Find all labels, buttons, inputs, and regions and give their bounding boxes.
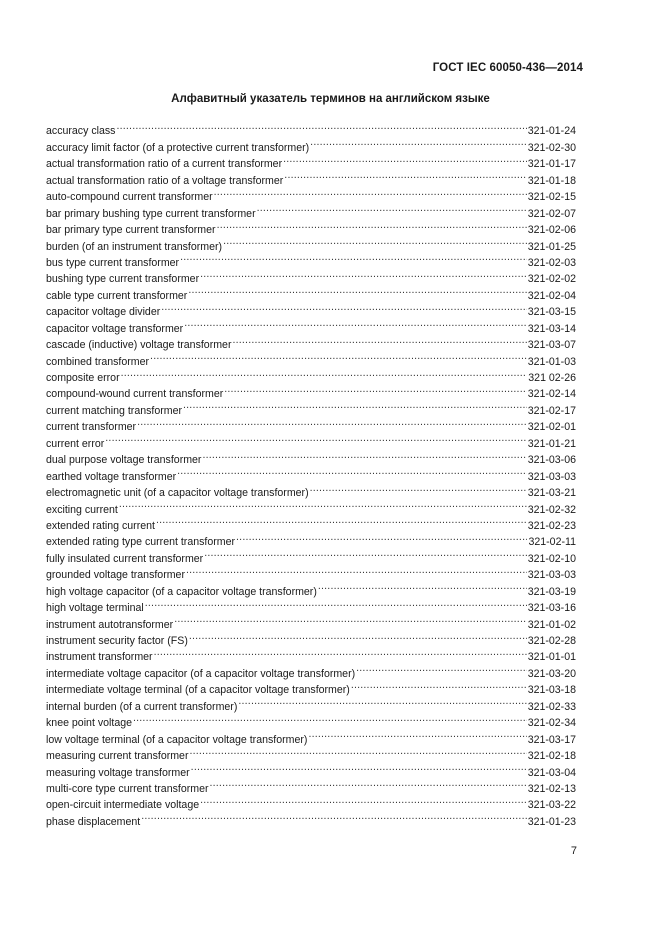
entry-reference: 321-03-19 bbox=[527, 585, 576, 598]
dot-leader bbox=[180, 250, 527, 266]
standard-header: ГОСТ IEC 60050-436—2014 bbox=[432, 62, 583, 74]
dot-leader bbox=[224, 381, 526, 397]
dot-leader bbox=[236, 529, 527, 545]
entry-term: capacitor voltage transformer bbox=[46, 322, 184, 335]
dot-leader bbox=[161, 299, 526, 315]
entry-reference: 321-02-10 bbox=[527, 552, 576, 565]
entry-reference: 321-03-04 bbox=[527, 766, 576, 779]
dot-leader bbox=[150, 348, 527, 364]
dot-leader bbox=[217, 217, 527, 233]
dot-leader bbox=[174, 611, 527, 627]
entry-term: high voltage capacitor (of a capacitor voltage transformer) bbox=[46, 585, 317, 598]
entry-reference: 321-03-18 bbox=[527, 684, 576, 697]
entry-reference: 321-03-14 bbox=[527, 322, 576, 335]
entry-term: bar primary type current transformer bbox=[46, 224, 216, 237]
dot-leader bbox=[189, 743, 526, 759]
entry-reference: 321-02-28 bbox=[527, 635, 576, 647]
entry-reference: 321-03-22 bbox=[527, 799, 576, 812]
index-entry bbox=[46, 496, 576, 516]
entry-term: compound-wound current transformer bbox=[46, 388, 224, 401]
dot-leader bbox=[191, 759, 527, 775]
entry-term: knee point voltage bbox=[46, 717, 132, 730]
entry-term: bar primary bushing type current transformer bbox=[46, 207, 256, 220]
entry-term: current matching transformer bbox=[46, 404, 183, 417]
entry-reference: 321-01-21 bbox=[527, 437, 576, 450]
dot-leader bbox=[177, 463, 527, 479]
entry-reference: 321-02-14 bbox=[527, 388, 576, 401]
entry-term: intermediate voltage terminal (of a capacitor voltage transformer) bbox=[46, 684, 350, 697]
entry-term: low voltage terminal (of a capacitor voltage transformer) bbox=[46, 733, 308, 746]
dot-leader bbox=[145, 595, 527, 611]
entry-reference: 321-02-18 bbox=[527, 750, 576, 763]
index-entry bbox=[46, 381, 576, 401]
index-title: Алфавитный указатель терминов на английском языке bbox=[171, 93, 490, 105]
entry-reference: 321-02-23 bbox=[527, 519, 576, 532]
entry-reference: 321-02-04 bbox=[527, 289, 576, 302]
entry-term: instrument transformer bbox=[46, 651, 153, 664]
dot-leader bbox=[154, 644, 527, 660]
index-entry bbox=[46, 447, 576, 467]
index-entry bbox=[46, 118, 576, 138]
entry-reference: 321-01-03 bbox=[527, 355, 576, 368]
entry-term: measuring voltage transformer bbox=[46, 766, 190, 779]
dot-leader bbox=[210, 776, 527, 792]
dot-leader bbox=[183, 397, 527, 413]
entry-reference: 321-03-03 bbox=[527, 470, 576, 483]
dot-leader bbox=[133, 710, 527, 726]
dot-leader bbox=[284, 167, 526, 183]
index-entry bbox=[46, 430, 576, 450]
entry-term: combined transformer bbox=[46, 355, 150, 368]
index-entry bbox=[46, 365, 576, 384]
entry-term: intermediate voltage capacitor (of a capacitor voltage transformer) bbox=[46, 667, 356, 680]
dot-leader bbox=[202, 447, 526, 463]
dot-leader bbox=[232, 332, 526, 348]
dot-leader bbox=[356, 660, 527, 676]
entry-term: composite error bbox=[46, 372, 120, 384]
entry-reference: 321-01-17 bbox=[527, 158, 576, 171]
entry-reference: 321-03-16 bbox=[527, 602, 576, 615]
dot-leader bbox=[308, 726, 526, 742]
entry-reference: 321-02-15 bbox=[527, 191, 576, 204]
entry-term: dual purpose voltage transformer bbox=[46, 454, 202, 467]
entry-reference: 321-02-06 bbox=[527, 224, 576, 237]
entry-reference: 321 02-26 bbox=[528, 372, 576, 384]
entry-reference: 321-01-18 bbox=[527, 174, 576, 187]
entry-term: accuracy class bbox=[46, 125, 116, 138]
dot-leader bbox=[119, 496, 527, 512]
entry-reference: 321-03-15 bbox=[527, 306, 576, 319]
entry-term: multi-core type current transformer bbox=[46, 782, 209, 795]
entry-term: extended rating type current transformer bbox=[46, 536, 236, 549]
entry-reference: 321-02-30 bbox=[527, 141, 576, 154]
entry-reference: 321-01-01 bbox=[527, 651, 576, 664]
entry-term: earthed voltage transformer bbox=[46, 470, 177, 483]
entry-term: extended rating current bbox=[46, 519, 155, 532]
entry-reference: 321-03-03 bbox=[527, 569, 576, 582]
entry-reference: 321-02-33 bbox=[527, 700, 576, 713]
entry-term: cascade (inductive) voltage transformer bbox=[46, 339, 232, 352]
dot-leader bbox=[214, 184, 527, 200]
index-entry bbox=[46, 513, 576, 532]
entry-reference: 321-03-17 bbox=[527, 733, 576, 746]
dot-leader bbox=[116, 118, 526, 134]
dot-leader bbox=[141, 808, 526, 824]
entry-reference: 321-02-13 bbox=[527, 782, 576, 795]
term-index bbox=[46, 118, 576, 828]
entry-term: exciting current bbox=[46, 503, 118, 516]
entry-reference: 321-02-32 bbox=[527, 503, 576, 516]
entry-reference: 321-01-23 bbox=[527, 815, 576, 828]
index-entry bbox=[46, 134, 576, 154]
dot-leader bbox=[137, 414, 527, 430]
entry-reference: 321-02-01 bbox=[527, 421, 576, 434]
entry-reference: 321-03-07 bbox=[527, 339, 576, 352]
entry-term: actual transformation ratio of a current transformer bbox=[46, 158, 283, 171]
entry-term: high voltage terminal bbox=[46, 602, 144, 615]
dot-leader bbox=[238, 693, 526, 709]
entry-term: grounded voltage transformer bbox=[46, 569, 185, 582]
entry-reference: 321-02-11 bbox=[528, 536, 576, 549]
entry-reference: 321-01-24 bbox=[527, 125, 576, 138]
entry-term: electromagnetic unit (of a capacitor voltage transformer) bbox=[46, 487, 309, 500]
entry-term: current error bbox=[46, 437, 105, 450]
entry-reference: 321-02-02 bbox=[527, 273, 576, 286]
dot-leader bbox=[200, 266, 527, 282]
entry-reference: 321-02-17 bbox=[527, 404, 576, 417]
entry-term: internal burden (of a current transformer) bbox=[46, 700, 238, 713]
entry-term: auto-compound current transformer bbox=[46, 191, 213, 204]
entry-term: measuring current transformer bbox=[46, 750, 189, 763]
entry-reference: 321-02-34 bbox=[527, 717, 576, 730]
entry-reference: 321-01-25 bbox=[527, 240, 576, 253]
dot-leader bbox=[200, 792, 527, 808]
entry-term: cable type current transformer bbox=[46, 289, 188, 302]
dot-leader bbox=[310, 480, 527, 496]
dot-leader bbox=[351, 677, 527, 693]
entry-reference: 321-01-02 bbox=[527, 618, 576, 631]
entry-term: instrument autotransformer bbox=[46, 618, 174, 631]
dot-leader bbox=[223, 233, 527, 249]
entry-reference: 321-02-07 bbox=[527, 207, 576, 220]
entry-term: actual transformation ratio of a voltage transformer bbox=[46, 174, 284, 187]
entry-term: current transformer bbox=[46, 421, 137, 434]
entry-term: capacitor voltage divider bbox=[46, 306, 161, 319]
dot-leader bbox=[204, 545, 526, 561]
entry-term: burden (of an instrument transformer) bbox=[46, 240, 223, 253]
page-number: 7 bbox=[570, 845, 577, 857]
dot-leader bbox=[257, 200, 527, 216]
dot-leader bbox=[156, 513, 527, 529]
dot-leader bbox=[310, 134, 527, 150]
entry-term: accuracy limit factor (of a protective current transformer) bbox=[46, 141, 310, 154]
entry-reference: 321-03-06 bbox=[527, 454, 576, 467]
dot-leader bbox=[121, 365, 528, 381]
entry-term: phase displacement bbox=[46, 815, 141, 828]
dot-leader bbox=[188, 282, 526, 298]
entry-term: bus type current transformer bbox=[46, 256, 180, 269]
dot-leader bbox=[184, 315, 526, 331]
dot-leader bbox=[189, 628, 527, 644]
entry-term: instrument security factor (FS) bbox=[46, 635, 188, 647]
dot-leader bbox=[318, 578, 527, 594]
dot-leader bbox=[105, 430, 526, 446]
dot-leader bbox=[186, 562, 527, 578]
entry-term: open-circuit intermediate voltage bbox=[46, 799, 200, 812]
entry-term: bushing type current transformer bbox=[46, 273, 200, 286]
entry-reference: 321-02-03 bbox=[527, 256, 576, 269]
entry-term: fully insulated current transformer bbox=[46, 552, 204, 565]
dot-leader bbox=[283, 151, 527, 167]
entry-reference: 321-03-20 bbox=[527, 667, 576, 680]
entry-reference: 321-03-21 bbox=[527, 487, 576, 500]
